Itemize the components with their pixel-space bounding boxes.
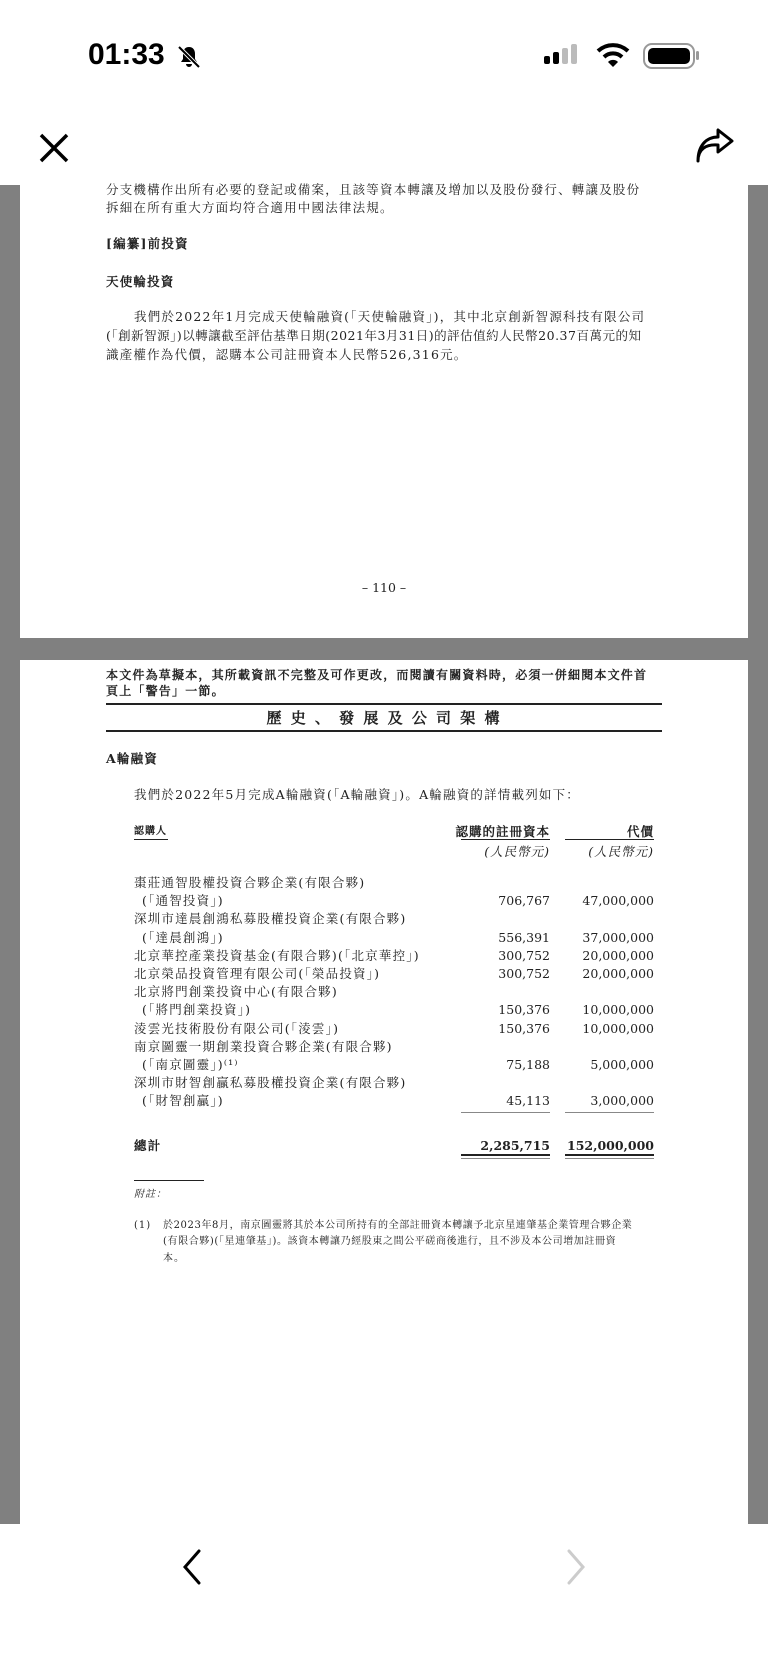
subscriber-name: 南京圖靈一期創業投資合夥企業(有限合夥) [134, 1038, 393, 1054]
subscribed-capital: 556,391 [498, 929, 550, 945]
consideration: 3,000,000 [590, 1093, 654, 1109]
subscriber-name: (「達晨創鴻」) [142, 929, 224, 945]
column-header: 認購的註冊資本 [455, 824, 550, 839]
subsection-heading: 天使輪投資 [106, 274, 175, 289]
total-consideration: 152,000,000 [567, 1138, 654, 1153]
column-header: 認購人 [134, 826, 167, 837]
subscribed-capital: 150,376 [498, 1002, 550, 1018]
subscriber-name: 北京華控產業投資基金(有限合夥)(「北京華控」) [134, 947, 420, 963]
consideration: 10,000,000 [582, 1020, 654, 1036]
bell-slash-icon [176, 44, 202, 70]
subscriber-name: (「財智創贏」) [142, 1093, 224, 1109]
section-heading: [編纂]前投資 [106, 236, 189, 251]
consideration: 20,000,000 [582, 947, 654, 963]
subscriber-name: (「南京圖靈」)⁽¹⁾ [142, 1057, 239, 1072]
subscribed-capital: 150,376 [498, 1020, 550, 1036]
unit-label: (人民幣元) [484, 844, 550, 859]
subscriber-name: (「通智投資」) [142, 893, 224, 909]
consideration: 10,000,000 [582, 1002, 654, 1018]
section-title: 歷 史 、 發 展 及 公 司 架 構 [266, 709, 502, 727]
page-number: – 110 – [361, 580, 407, 595]
draft-disclaimer: 本文件為草擬本，其所載資訊不完整及可作更改，而閱讀有關資料時，必須一併細閱本文件首 [106, 668, 648, 682]
body-text: 我們於2022年1月完成天使輪融資(「天使輪融資」)，其中北京創新智源科技有限公司 [134, 309, 646, 324]
consideration: 5,000,000 [590, 1057, 654, 1072]
subscriber-name: 淩雲光技術股份有限公司(「淩雲」) [134, 1020, 340, 1036]
consideration: 20,000,000 [582, 966, 654, 981]
subscribed-capital: 300,752 [498, 947, 550, 963]
footnote-number: (1) [134, 1220, 152, 1231]
subscribed-capital: 300,752 [498, 966, 550, 981]
footnote-text: (有限合夥)(「星連肇基」)。該資本轉讓乃經股東之間公平磋商後進行，且不涉及本公司增加註冊資 [163, 1236, 617, 1247]
total-label: 總計 [134, 1138, 162, 1153]
subscriber-name: 棗莊通智股權投資合夥企業(有限合夥) [134, 875, 366, 890]
unit-label: (人民幣元) [588, 844, 654, 859]
section-heading: A輪融資 [106, 751, 158, 766]
consideration: 37,000,000 [582, 929, 654, 945]
total-capital: 2,285,715 [480, 1138, 550, 1153]
share-icon[interactable] [694, 128, 736, 166]
battery-icon [643, 43, 695, 69]
subscriber-name: (「將門創業投資」) [142, 1002, 252, 1018]
chevron-left-icon[interactable] [180, 1549, 204, 1585]
document-page-110 [20, 185, 748, 638]
subscribed-capital: 45,113 [506, 1093, 550, 1109]
subscriber-name: 深圳市達晨創鴻私募股權投資企業(有限合夥) [134, 911, 407, 927]
subscriber-name: 北京將門創業投資中心(有限合夥) [134, 984, 338, 1000]
chevron-right-icon[interactable] [564, 1549, 588, 1585]
subscriber-name: 北京榮品投資管理有限公司(「榮品投資」) [134, 966, 381, 981]
status-time: 01:33 [88, 38, 165, 71]
body-text: (「創新智源」)以轉讓截至評估基準日期(2021年3月31日)的評估值約人民幣20.37百萬元的知 [106, 328, 642, 343]
body-text: 分支機構作出所有必要的登記或備案，且該等資本轉讓及增加以及股份發行、轉讓及股份 [106, 182, 641, 197]
body-text: 識產權作為代價，認購本公司註冊資本人民幣526,316元。 [106, 347, 468, 362]
notes-label: 附註： [134, 1189, 167, 1200]
column-header: 代價 [626, 824, 654, 839]
footnote-text: 於2023年8月，南京圖靈將其於本公司所持有的全部註冊資本轉讓予北京星連肇基企業管理合夥企業 [163, 1220, 633, 1231]
body-text: 我們於2022年5月完成A輪融資(「A輪融資」)。A輪融資的詳情載列如下： [134, 787, 581, 802]
footnote-text: 本。 [163, 1253, 185, 1264]
subscribed-capital: 706,767 [498, 893, 550, 909]
close-icon[interactable] [38, 132, 70, 164]
consideration: 47,000,000 [582, 893, 654, 909]
draft-disclaimer: 頁上「警告」一節。 [106, 684, 225, 698]
subscriber-name: 深圳市財智創贏私募股權投資企業(有限合夥) [134, 1075, 407, 1091]
wifi-icon [596, 42, 630, 68]
subscribed-capital: 75,188 [506, 1057, 550, 1072]
body-text: 拆細在所有重大方面均符合適用中國法律法規。 [106, 200, 394, 215]
